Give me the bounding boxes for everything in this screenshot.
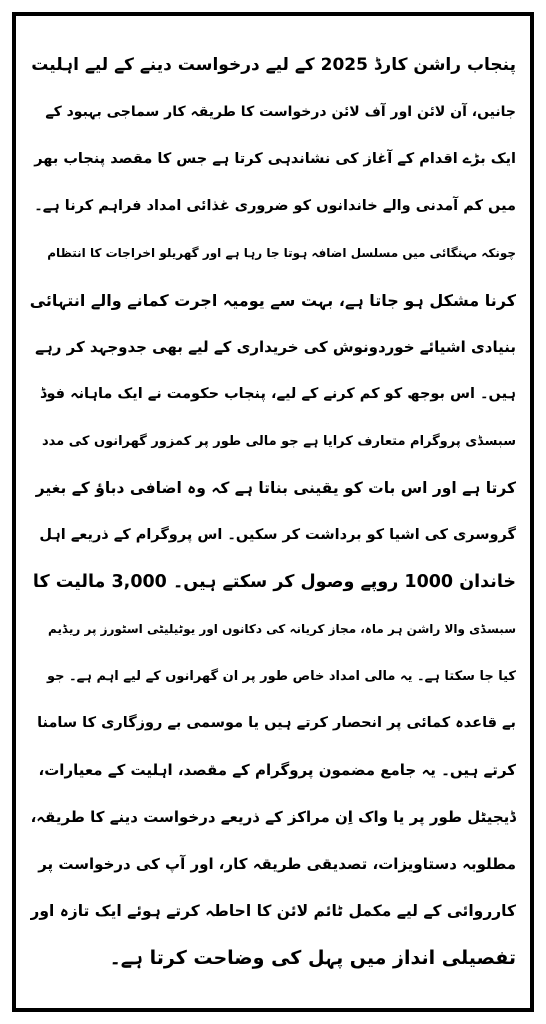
- article-line: کرتا ہے اور اس بات کو یقینی بناتا ہے کہ وہ اضافی دباؤ کے بغیر: [35, 479, 516, 497]
- article-line: ایک بڑے اقدام کے آغاز کی نشاندہی کرتا ہے جس کا مقصد پنجاب بھر: [34, 151, 516, 167]
- article-line: چونکہ مہنگائی میں مسلسل اضافہ ہوتا جا رہا ہے اور گھریلو اخراجات کا انتظام: [47, 246, 516, 260]
- article-line: گروسری کی اشیا کو برداشت کر سکیں۔ اس پروگرام کے ذریعے اہل: [39, 527, 516, 543]
- article-line: سبسڈی پروگرام متعارف کرایا ہے جو مالی طور پر کمزور گھرانوں کی مدد: [41, 434, 516, 449]
- article-line: پنجاب راشن کارڈ 2025 کے لیے درخواست دینے کے لیے اہلیت: [31, 55, 516, 75]
- article-line: بے قاعدہ کمائی پر انحصار کرتے ہیں یا موسمی بے روزگاری کا سامنا: [37, 715, 516, 731]
- article-line: ڈیجیٹل طور پر یا واک اِن مراکز کے ذریعے درخواست دینے کا طریقہ،: [30, 808, 516, 826]
- article-frame: [12, 12, 534, 1012]
- article-line: کرنا مشکل ہو جاتا ہے، بہت سے یومیہ اجرت کمانے والے انتہائی: [30, 291, 516, 310]
- article-line: ہیں۔ اس بوجھ کو کم کرنے کے لیے، پنجاب حکومت نے ایک ماہانہ فوڈ: [39, 386, 516, 402]
- article-line: کیا جا سکتا ہے۔ یہ مالی امداد خاص طور پر ان گھرانوں کے لیے اہم ہے۔ جو: [47, 669, 516, 684]
- article-line: کارروائی کے لیے مکمل ٹائم لائن کا احاطہ کرتے ہوئے ایک تازہ اور: [30, 902, 516, 920]
- article-line: مطلوبہ دستاویزات، تصدیقی طریقہ کار، اور آپ کی درخواست پر: [38, 855, 516, 873]
- article-line: کرتے ہیں۔ یہ جامع مضمون پروگرام کے مقصد، اہلیت کے معیارات،: [38, 761, 516, 779]
- article-line: جانیں، آن لائن اور آف لائن درخواست کا طریقہ کار سماجی بہبود کے: [45, 104, 516, 120]
- article-line: میں کم آمدنی والے خاندانوں کو ضروری غذائی امداد فراہم کرنا ہے۔: [34, 198, 516, 214]
- article-line: تفصیلی انداز میں پہل کی وضاحت کرتا ہے۔: [109, 947, 516, 969]
- article-line: خاندان 1000 روپے وصول کر سکتے ہیں۔ 3,000 مالیت کا: [32, 572, 516, 592]
- article-line: سبسڈی والا راشن ہر ماہ، مجاز کریانہ کی دکانوں اور یوٹیلیٹی اسٹورز پر ریڈیم: [48, 622, 516, 636]
- article-line: بنیادی اشیائے خوردونوش کی خریداری کے لیے بھی جدوجہد کر رہے: [35, 338, 516, 356]
- article-body: [30, 42, 516, 982]
